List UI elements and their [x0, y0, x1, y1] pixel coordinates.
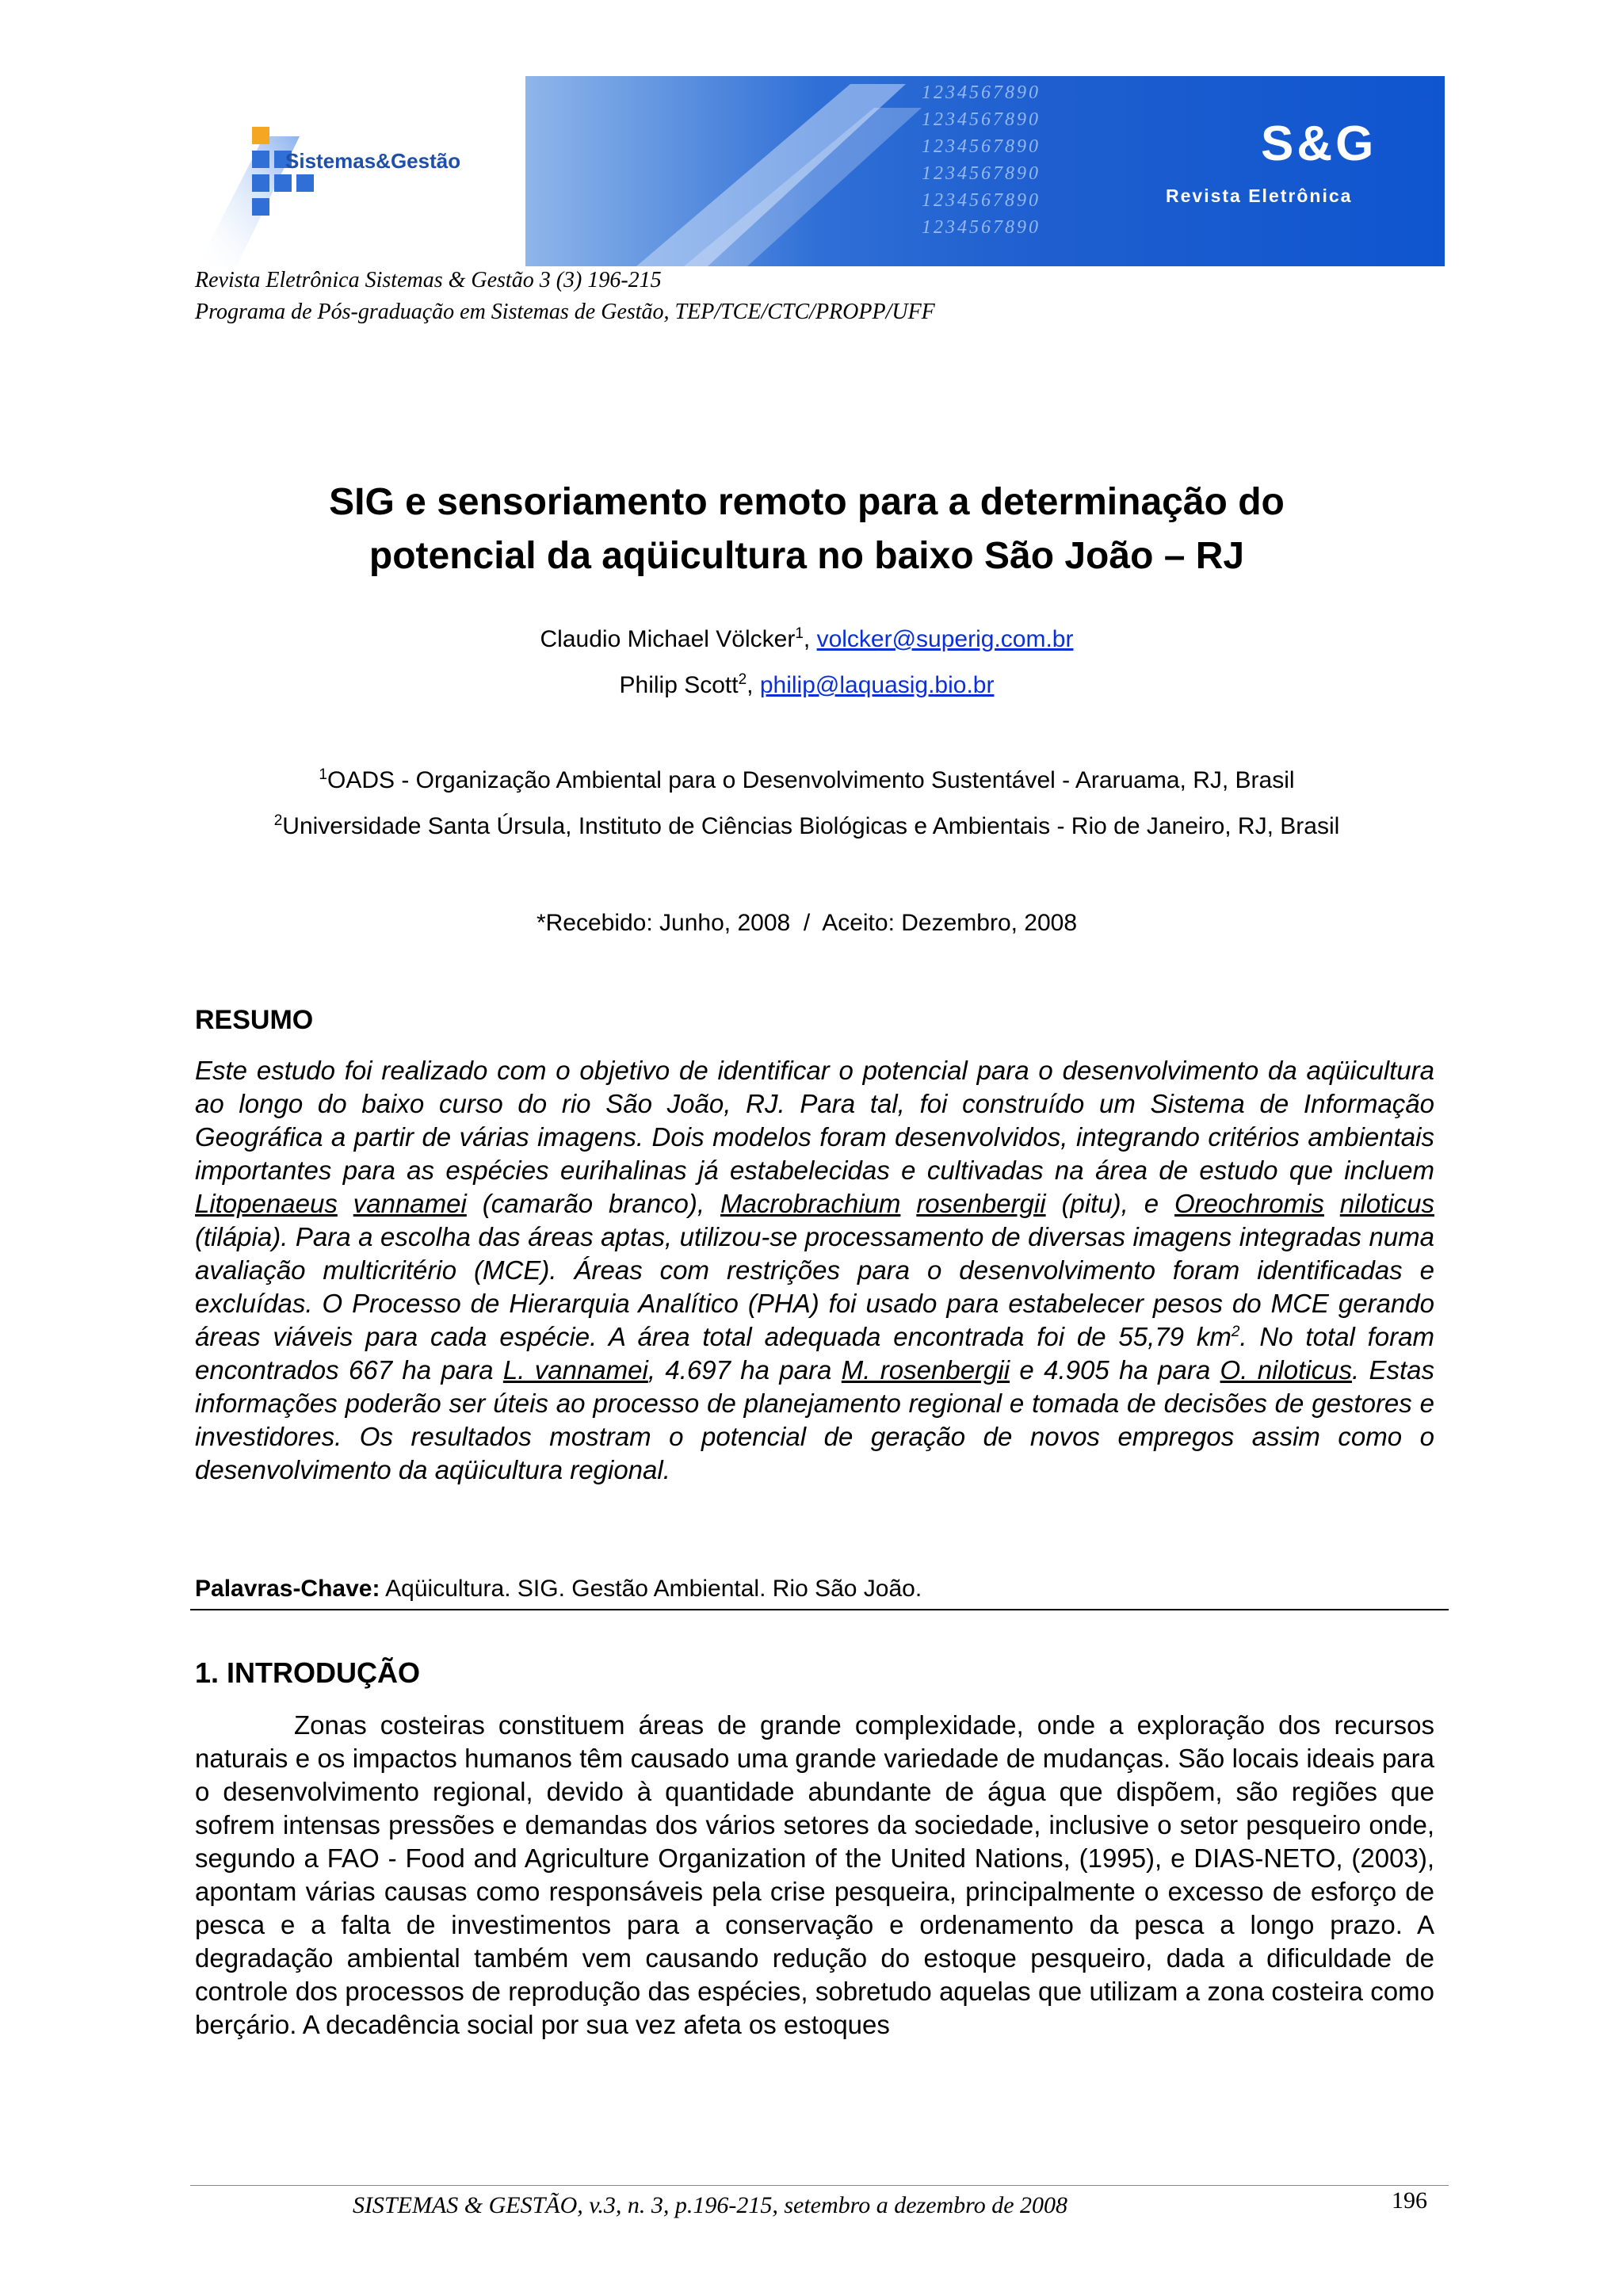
journal-citation: Revista Eletrônica Sistemas & Gestão 3 (3) 196-215 [195, 268, 662, 292]
abstract-part-8: . Estas informações poderão ser úteis ao processo de planejamento regional e tomada de decisões de gestores e investidores. Os resultados mostram o potencial de geração de novos empregos assim como o desenvolvimento da aqüicultura regional. [195, 1355, 1435, 1484]
journal-banner [525, 76, 1445, 266]
species-rosenbergii: rosenbergii [916, 1189, 1046, 1218]
keywords-label: Palavras-Chave: [195, 1576, 380, 1602]
species-niloticus: niloticus [1339, 1189, 1435, 1218]
species-o-niloticus: O. niloticus [1220, 1355, 1352, 1385]
received-dates: *Recebido: Junho, 2008 / Aceito: Dezembro, 2008 [536, 910, 1078, 936]
paper-title-line2: potencial da aqüicultura no baixo São João – RJ [369, 535, 1245, 577]
keywords [195, 1576, 922, 1603]
intro-paragraph: Zonas costeiras constituem áreas de grande complexidade, onde a exploração dos recursos naturais e os impactos humanos têm causado uma grande variedade de mudanças. São locais ideais para o desenvolvimento regional, devido à quantidade abundante de água que dispõem, são regiões que sofrem intensas pressões e demandas dos vários setores da sociedade, inclusive o setor pesqueiro onde, segundo a FAO - Food and Agriculture Organization of the United Nations, (1995), e DIAS-NETO, (2003), apontam várias causas como responsáveis pela crise pesqueira, principalmente o excesso de esforço de pesca e a falta de investimentos para a conservação e ordenamento da pesca a longo prazo. A degradação ambiental também vem causando redução do estoque pesqueiro, dada a dificuldade de controle dos processos de reprodução das espécies, sobretudo aquelas que utilizam a zona costeira como berçário. A decadência social por sua vez afeta os estoques [195, 1710, 1434, 2039]
species-litopenaeus: Litopenaeus [195, 1189, 338, 1218]
banner-digits-3: 1234567890 [922, 136, 1041, 157]
species-oreochromis: Oreochromis [1174, 1189, 1324, 1218]
author-1-email-link[interactable]: volcker@superig.com.br [816, 626, 1074, 652]
journal-logo [189, 105, 474, 271]
affiliation-2 [195, 813, 1419, 840]
intro-heading: 1. INTRODUÇÃO [195, 1656, 421, 1689]
banner-digits-4: 1234567890 [922, 163, 1041, 184]
banner-digits-6: 1234567890 [922, 217, 1041, 238]
page-number: 196 [1392, 2187, 1427, 2214]
author-2-name: Philip Scott [619, 672, 739, 698]
abstract-part-2: (camarão branco), [482, 1189, 705, 1218]
abstract-part-6: , 4.697 ha para [647, 1355, 832, 1385]
abstract-heading: RESUMO [195, 1005, 314, 1035]
species-vannamei: vannamei [353, 1189, 467, 1218]
journal-program: Programa de Pós-graduação em Sistemas de Gestão, TEP/TCE/CTC/PROPP/UFF [195, 300, 935, 324]
abstract-part-1: Este estudo foi realizado com o objetivo de identificar o potencial para o desenvolvimento da aqüicultura ao longo do baixo curso do rio São João, RJ. Para tal, foi construído um Sistema de Informação Geográfica a partir de várias imagens. Dois modelos foram desenvolvidos, integrando critérios ambientais importantes para as espécies eurihalinas já estabelecidas e cultivadas na área de estudo que incluem [195, 1056, 1434, 1185]
affiliation-1-text: OADS - Organização Ambiental para o Desenvolvimento Sustentável - Araruama, RJ, Brasil [327, 767, 1295, 793]
area-unit-sup: 2 [1231, 1324, 1240, 1340]
banner-title: S&G [1261, 117, 1377, 171]
abstract-part-4: (tilápia). Para a escolha das áreas aptas, utilizou-se processamento de diversas imagens integradas numa avaliação multicritério (MCE). Áreas com restrições para o desenvolvimento foram identificadas e excluídas. O Processo de Hierarquia Analítico (PHA) foi usado para estabelecer pesos do MCE gerando áreas viáveis para cada espécie. A área total adequada encontrada foi de 55,79 km [195, 1222, 1434, 1351]
banner-ribbon-graphic [589, 76, 953, 266]
banner-digits-2: 1234567890 [922, 109, 1041, 130]
affiliation-2-text: Universidade Santa Úrsula, Instituto de Ciências Biológicas e Ambientais - Rio de Janeiro, RJ, Brasil [282, 813, 1340, 839]
logo-graphic [189, 105, 474, 271]
species-macrobrachium: Macrobrachium [720, 1189, 901, 1218]
footer-divider [190, 2185, 1449, 2186]
species-l-vannamei: L. vannamei [502, 1355, 648, 1385]
author-2-sup: 2 [738, 671, 747, 688]
logo-text: Sistemas&Gestão [285, 149, 461, 173]
banner-digits-5: 1234567890 [922, 190, 1041, 211]
author-1-name: Claudio Michael Völcker [540, 626, 796, 652]
banner-digits-1: 1234567890 [922, 82, 1041, 103]
abstract-divider [190, 1609, 1449, 1610]
keywords-text: Aqüicultura. SIG. Gestão Ambiental. Rio São João. [380, 1576, 922, 1602]
affiliation-2-sup: 2 [273, 812, 283, 829]
abstract-text [195, 1054, 1434, 1487]
banner-subtitle: Revista Eletrônica [1166, 185, 1353, 206]
intro-text [195, 1709, 1434, 2042]
affiliation-1 [195, 767, 1419, 794]
species-m-rosenbergii: M. rosenbergii [841, 1355, 1010, 1385]
abstract-part-3: (pitu), e [1061, 1189, 1159, 1218]
affiliation-1-sup: 1 [319, 766, 327, 783]
author-2-email-link[interactable]: philip@laquasig.bio.br [759, 672, 995, 698]
paper-title-line1: SIG e sensoriamento remoto para a determinação do [329, 481, 1285, 523]
abstract-part-7: e 4.905 ha para [1019, 1355, 1211, 1385]
author-1-sup: 1 [795, 625, 804, 642]
footer-citation: SISTEMAS & GESTÃO, v.3, n. 3, p.196-215, setembro a dezembro de 2008 [352, 2192, 1068, 2218]
author-1: Claudio Michael Völcker$^1$, volcker@superig.com.br [540, 625, 1074, 652]
author-2: Philip Scott$^2$, philip@laquasig.bio.br [619, 671, 995, 698]
abstract-part-5: . No total foram encontrados 667 ha para [195, 1322, 1434, 1385]
